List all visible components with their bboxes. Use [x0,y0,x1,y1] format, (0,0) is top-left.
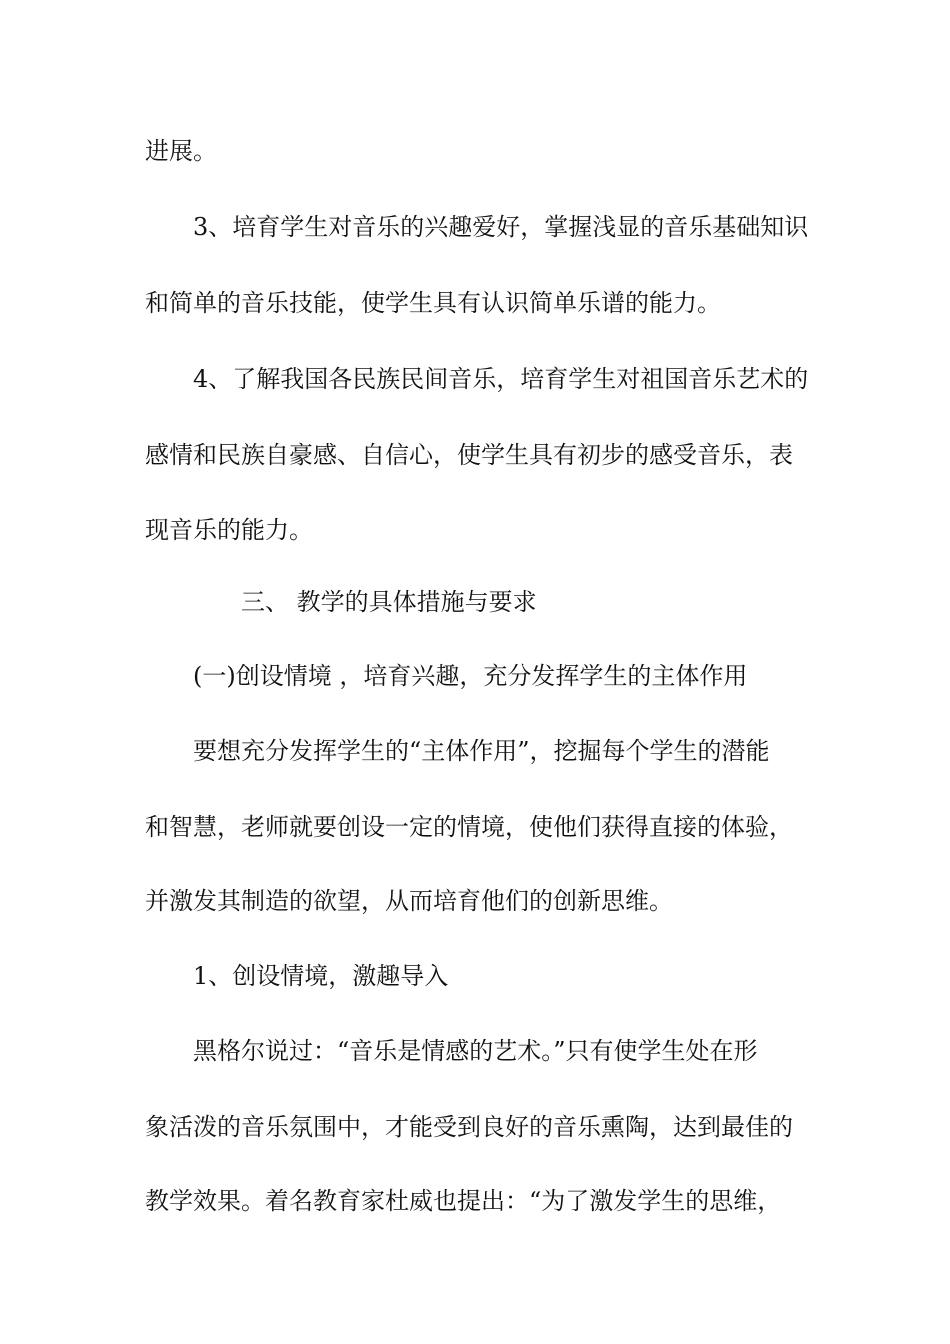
subsection-heading: (一)创设情境 ，培育兴趣，充分发挥学生的主体作用 [193,662,748,690]
text-line: 并激发其制造的欲望，从而培育他们的创新思维。 [145,887,673,915]
subsection-heading: 1、创设情境，激趣导入 [193,962,449,990]
text-line: 教学效果。着名教育家杜威也提出：“为了激发学生的思维， [145,1187,782,1215]
text-line: 和简单的音乐技能，使学生具有认识简单乐谱的能力。 [145,289,721,317]
text-line: 黑格尔说过：“音乐是情感的艺术。”只有使学生处在形 [193,1037,758,1065]
text-line: 进展。 [145,137,217,165]
text-line: 现音乐的能力。 [145,516,313,544]
text-line: 象活泼的音乐氛围中，才能受到良好的音乐熏陶，达到最佳的 [145,1113,793,1141]
text-line: 要想充分发挥学生的“主体作用”，挖掘每个学生的潜能 [193,737,770,765]
text-line: 和智慧，老师就要创设一定的情境，使他们获得直接的体验， [145,813,793,841]
text-line: 感情和民族自豪感、自信心，使学生具有初步的感受音乐，表 [145,441,793,469]
text-line: 4、了解我国各民族民间音乐，培育学生对祖国音乐艺术的 [193,365,809,393]
section-heading: 三、 教学的具体措施与要求 [241,588,537,616]
text-line: 3、培育学生对音乐的兴趣爱好，掌握浅显的音乐基础知识 [193,213,809,241]
